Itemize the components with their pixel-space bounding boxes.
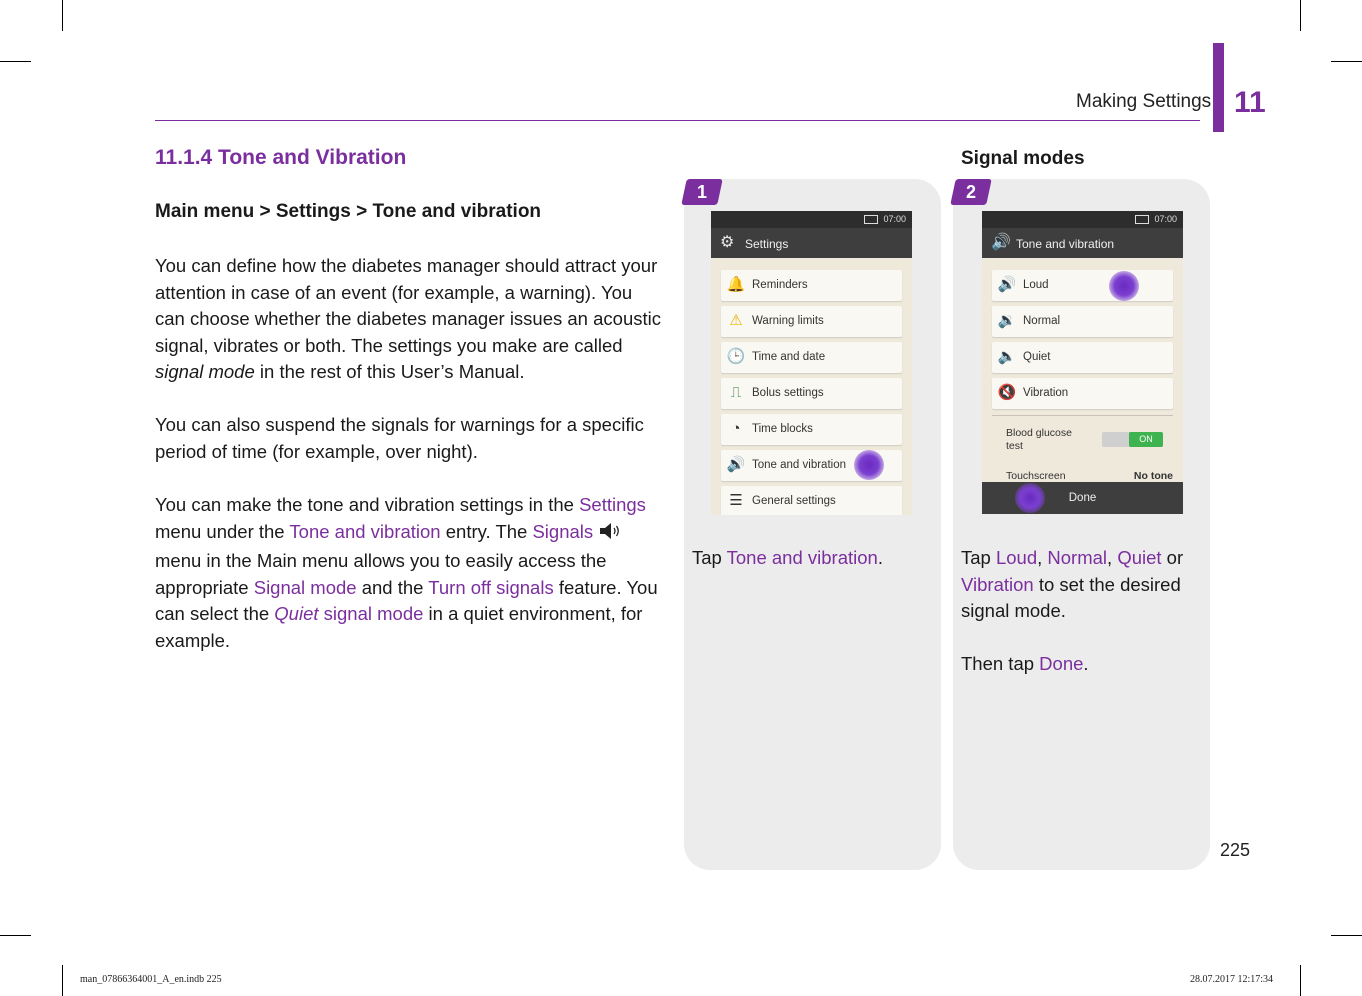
crop-mark <box>0 61 31 62</box>
crop-mark <box>0 935 31 936</box>
step-1-badge: 1 <box>681 179 723 205</box>
time-blocks-icon: ◔ <box>731 420 741 437</box>
crop-mark <box>62 965 63 996</box>
crop-mark <box>1300 0 1301 31</box>
link-signal-mode: Signal mode <box>253 576 357 598</box>
running-header: Making Settings <box>1076 91 1212 112</box>
screen-title-bar <box>982 228 1183 258</box>
link-vibration: Vibration <box>961 573 1034 595</box>
clock: 07:00 <box>883 214 906 224</box>
link-tone-and-vibration: Tone and vibration <box>289 520 441 542</box>
speaker-icon: 🔊 <box>726 456 746 473</box>
crop-mark <box>62 0 63 31</box>
signal-mode-quiet[interactable]: 🔈 Quiet <box>992 342 1173 373</box>
link-done: Done <box>1039 653 1084 674</box>
speaker-loud-icon: 🔊 <box>997 276 1017 293</box>
speaker-quiet-icon: 🔈 <box>997 348 1017 365</box>
battery-icon <box>864 215 878 224</box>
touchscreen-label: Touchscreen <box>1006 470 1066 482</box>
bg-test-label: Blood glucose test <box>1006 427 1072 452</box>
tap-indicator <box>1015 483 1045 513</box>
link-quiet: Quiet <box>1117 547 1162 568</box>
crop-mark <box>1300 965 1301 996</box>
bg-test-toggle[interactable] <box>1102 432 1163 447</box>
step-2-badge: 2 <box>950 179 992 205</box>
menu-item-reminders[interactable]: 🔔 Reminders <box>721 270 902 301</box>
sliders-icon: ☰ <box>729 492 743 509</box>
footer-file: man_07866364001_A_en.indb 225 <box>80 974 222 985</box>
signal-mode-loud[interactable]: 🔊 Loud <box>992 270 1173 301</box>
signal-modes-title: Signal modes <box>961 148 1085 169</box>
breadcrumb: Main menu > Settings > Tone and vibration <box>155 201 542 222</box>
chapter-bar <box>1213 43 1224 132</box>
screen-title: Settings <box>745 237 789 251</box>
bolus-icon: ⎍ <box>730 384 742 401</box>
paragraph-settings: You can make the tone and vibration settings in the Settings menu under the Tone and vibration entry. The Signals menu in the Main menu allows you to easily access the appropriate Signal mode and the Turn off signals feature. You can select the Quiet signal mode in a quiet environment, for example. <box>155 494 658 651</box>
paragraph-intro: You can define how the diabetes manager should attract your attention in case of an event (for example, a warning). You can choose whether the diabetes manager issues an acoustic signal, vibrates or both. The settings you make are called signal mode in the rest of this User’s Manual. <box>155 255 661 382</box>
gear-icon: ⚙ <box>720 234 735 251</box>
menu-item-warning-limits[interactable]: ⚠ Warning limits <box>721 306 902 337</box>
footer-timestamp: 28.07.2017 12:17:34 <box>1189 974 1273 985</box>
tap-indicator <box>854 450 884 480</box>
crop-mark <box>1331 935 1362 936</box>
status-bar <box>711 211 912 228</box>
menu-item-general-settings[interactable]: ☰ General settings <box>721 486 902 515</box>
menu-item-tone-and-vibration[interactable]: 🔊 Tone and vibration <box>721 450 902 481</box>
page-number: 225 <box>1220 840 1251 860</box>
status-bar <box>982 211 1183 228</box>
tone-vibration-screen <box>982 211 1183 514</box>
link-signals: Signals <box>532 520 594 542</box>
link-tone-and-vibration: Tone and vibration <box>726 547 878 568</box>
signal-mode-normal[interactable]: 🔉 Normal <box>992 306 1173 337</box>
crop-mark <box>1331 61 1362 62</box>
divider <box>992 415 1173 416</box>
section-title: 11.1.4 Tone and Vibration <box>155 146 407 169</box>
link-turn-off-signals: Turn off signals <box>428 576 554 598</box>
battery-icon <box>1135 215 1149 224</box>
link-quiet: Quiet <box>274 603 319 624</box>
speaker-normal-icon: 🔉 <box>997 312 1017 329</box>
menu-item-time-and-date[interactable]: 🕒 Time and date <box>721 342 902 373</box>
step-1-caption: Tap Tone and vibration. <box>692 547 883 568</box>
touchscreen-value: No tone <box>1133 470 1173 482</box>
settings-screen <box>711 211 912 515</box>
header-rule <box>155 120 1200 121</box>
warning-icon: ⚠ <box>729 312 743 329</box>
menu-item-bolus-settings[interactable]: ⎍ Bolus settings <box>721 378 902 409</box>
link-normal: Normal <box>1047 547 1108 568</box>
speaker-icon: 🔊 <box>991 234 1011 251</box>
chapter-number: 11 <box>1234 86 1266 119</box>
clock: 07:00 <box>1154 214 1177 224</box>
tap-indicator <box>1109 271 1139 301</box>
menu-item-time-blocks[interactable]: ◔ Time blocks <box>721 414 902 445</box>
step-2-caption: Tap Loud, Normal, Quiet or Vibration to set the desired signal mode. Then tap Done. <box>961 547 1184 674</box>
speaker-muted-icon: 🔇 <box>997 384 1017 401</box>
bell-icon: 🔔 <box>726 276 746 293</box>
screen-title-bar <box>711 228 912 258</box>
signals-speaker-icon <box>598 521 622 549</box>
clock-calendar-icon: 🕒 <box>726 348 746 365</box>
toggle-on-label: ON <box>1129 432 1163 447</box>
paragraph-suspend: You can also suspend the signals for warnings for a specific period of time (for example, over night). <box>155 414 644 462</box>
link-loud: Loud <box>995 547 1038 568</box>
link-settings: Settings <box>579 494 646 515</box>
screen-title: Tone and vibration <box>1016 237 1115 251</box>
signal-mode-vibration[interactable]: 🔇 Vibration <box>992 378 1173 409</box>
done-button[interactable]: Done <box>982 482 1183 514</box>
